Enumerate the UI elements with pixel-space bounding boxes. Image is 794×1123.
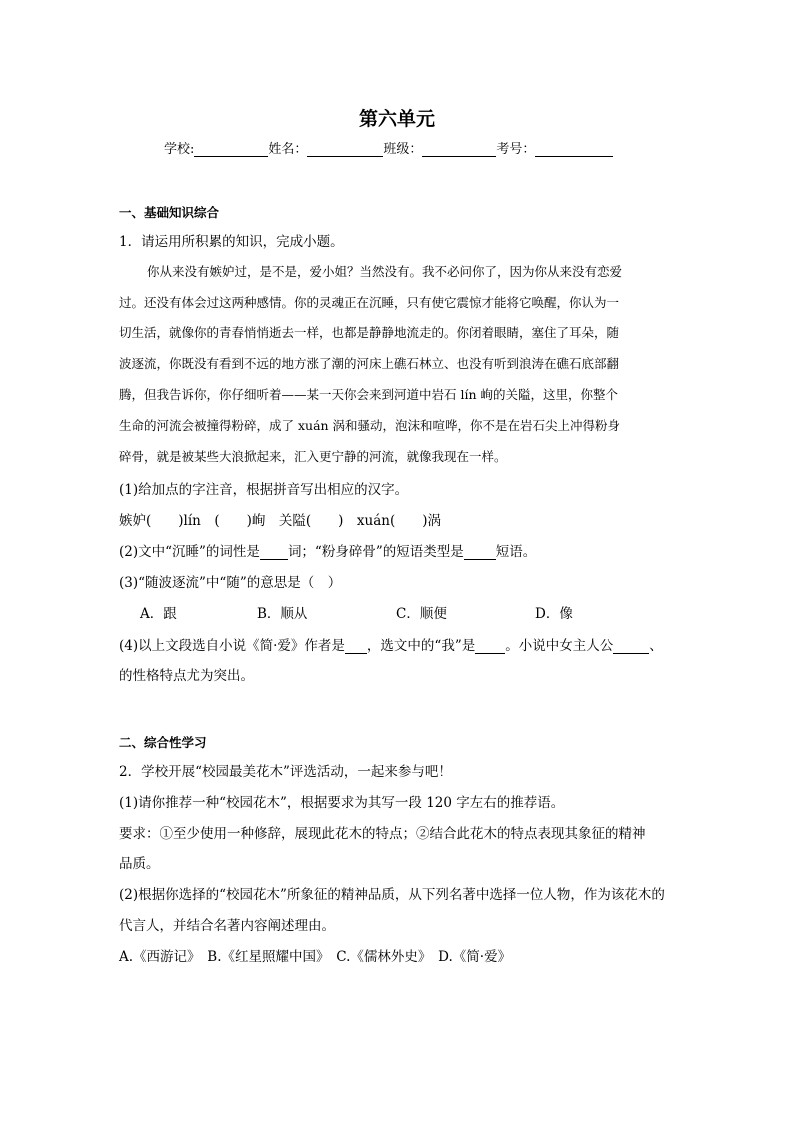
passage-line-1: 你从来没有嫉妒过，是不是，爱小姐？当然没有。我不必问你了，因为你从来没有恋爱 xyxy=(147,264,623,279)
sub2-text-b: 词；“粉身碎骨”的短语类型是 xyxy=(287,544,464,560)
exam-no-label: 考号： xyxy=(496,142,536,157)
name-label: 姓名： xyxy=(268,142,308,157)
page-title: 第六单元 xyxy=(358,108,435,130)
passage-line-5: 腾，但我告诉你，你仔细听着——某一天你会来到河道中岩石 lín 峋的关隘，这里，你整个 xyxy=(119,387,618,402)
q2-sub-question-1: (1)请你推荐一种“校园花木”，根据要求为其写一段 120 字左右的推荐语。 xyxy=(119,795,565,811)
passage-line-3: 切生活，就像你的青春悄悄逝去一样，也都是静静地流走的。你闭着眼睛，塞住了耳朵，随 xyxy=(119,325,620,340)
sub4-text-b: ，选文中的“我”是 xyxy=(366,638,476,654)
q2-sub-question-2-line1: (2)根据你选择的“校园花木”所象征的精神品质，从下列名著中选择一位人物，作为该花木的 xyxy=(119,887,665,903)
passage-line-4: 波逐流，你既没有看到不远的地方涨了潮的河床上礁石林立、也没有听到浪涛在礁石底部翻 xyxy=(119,356,620,371)
sub-question-4 xyxy=(119,634,663,654)
sub-question-2 xyxy=(119,540,536,560)
option-c[interactable]: C．顺便 xyxy=(396,606,447,622)
class-blank[interactable] xyxy=(422,142,496,157)
sub4-text-a: (4)以上文段选自小说《简·爱》作者是 xyxy=(119,638,345,654)
sub4-text-c: 。小说中女主人公 xyxy=(505,638,614,654)
school-blank[interactable] xyxy=(194,142,268,157)
student-info-line xyxy=(164,138,613,157)
q2-requirement-line1: 要求：①至少使用一种修辞，展现此花木的特点；②结合此花木的特点表现其象征的精神 xyxy=(119,826,646,842)
sub2-text-a: (2)文中“沉睡”的词性是 xyxy=(119,544,260,560)
sub2-text-c: 短语。 xyxy=(495,544,537,560)
section2-heading: 二、综合性学习 xyxy=(119,735,207,750)
sub4-blank-2[interactable] xyxy=(475,640,505,654)
option-a[interactable]: A．跟 xyxy=(140,606,177,622)
question2-prompt: 2．学校开展“校园最美花木”评选活动，一起来参与吧！ xyxy=(119,764,452,780)
passage-line-2: 过。还没有体会过这两种感情。你的灵魂正在沉睡，只有使它震惊才能将它唤醒，你认为一 xyxy=(119,295,620,310)
sub2-blank-1[interactable] xyxy=(260,546,288,560)
exam-no-blank[interactable] xyxy=(535,142,613,157)
q2-sub-question-2-line2: 代言人，并结合名著内容阐述理由。 xyxy=(119,918,335,934)
section1-heading: 一、基础知识综合 xyxy=(119,205,220,220)
sub4-blank-3[interactable] xyxy=(613,640,649,654)
q2-requirement-line2: 品质。 xyxy=(119,856,160,872)
sub-question-1-items[interactable]: 嫉妒( )lín ( )峋 关隘( ) xuán( )涡 xyxy=(119,513,442,529)
sub4-blank-1[interactable] xyxy=(345,640,367,654)
class-label: 班级： xyxy=(383,142,423,157)
passage-line-6: 生命的河流会被撞得粉碎，成了 xuán 涡和骚动，泡沫和喧哗，你不是在岩石尖上冲得粉身 xyxy=(119,418,621,433)
sub-question-1: (1)给加点的字注音，根据拼音写出相应的汉字。 xyxy=(119,482,409,498)
sub-question-4-line2: 的性格特点尤为突出。 xyxy=(119,668,254,684)
school-label: 学校: xyxy=(164,142,195,157)
q2-book-options[interactable]: A.《西游记》 B.《红星照耀中国》 C.《儒林外史》 D.《简·爱》 xyxy=(119,949,512,965)
option-d[interactable]: D．像 xyxy=(535,606,573,622)
question1-prompt: 1．请运用所积累的知识，完成小题。 xyxy=(119,234,344,250)
sub2-blank-2[interactable] xyxy=(464,546,496,560)
passage-line-7: 碎骨，就是被某些大浪掀起来，汇入更宁静的河流，就像我现在一样。 xyxy=(119,449,507,464)
name-blank[interactable] xyxy=(307,142,383,157)
sub-question-3: (3)“随波逐流”中“随”的意思是（ ） xyxy=(119,575,342,591)
option-b[interactable]: B．顺从 xyxy=(257,606,308,622)
sub4-text-d: 、 xyxy=(649,638,663,654)
